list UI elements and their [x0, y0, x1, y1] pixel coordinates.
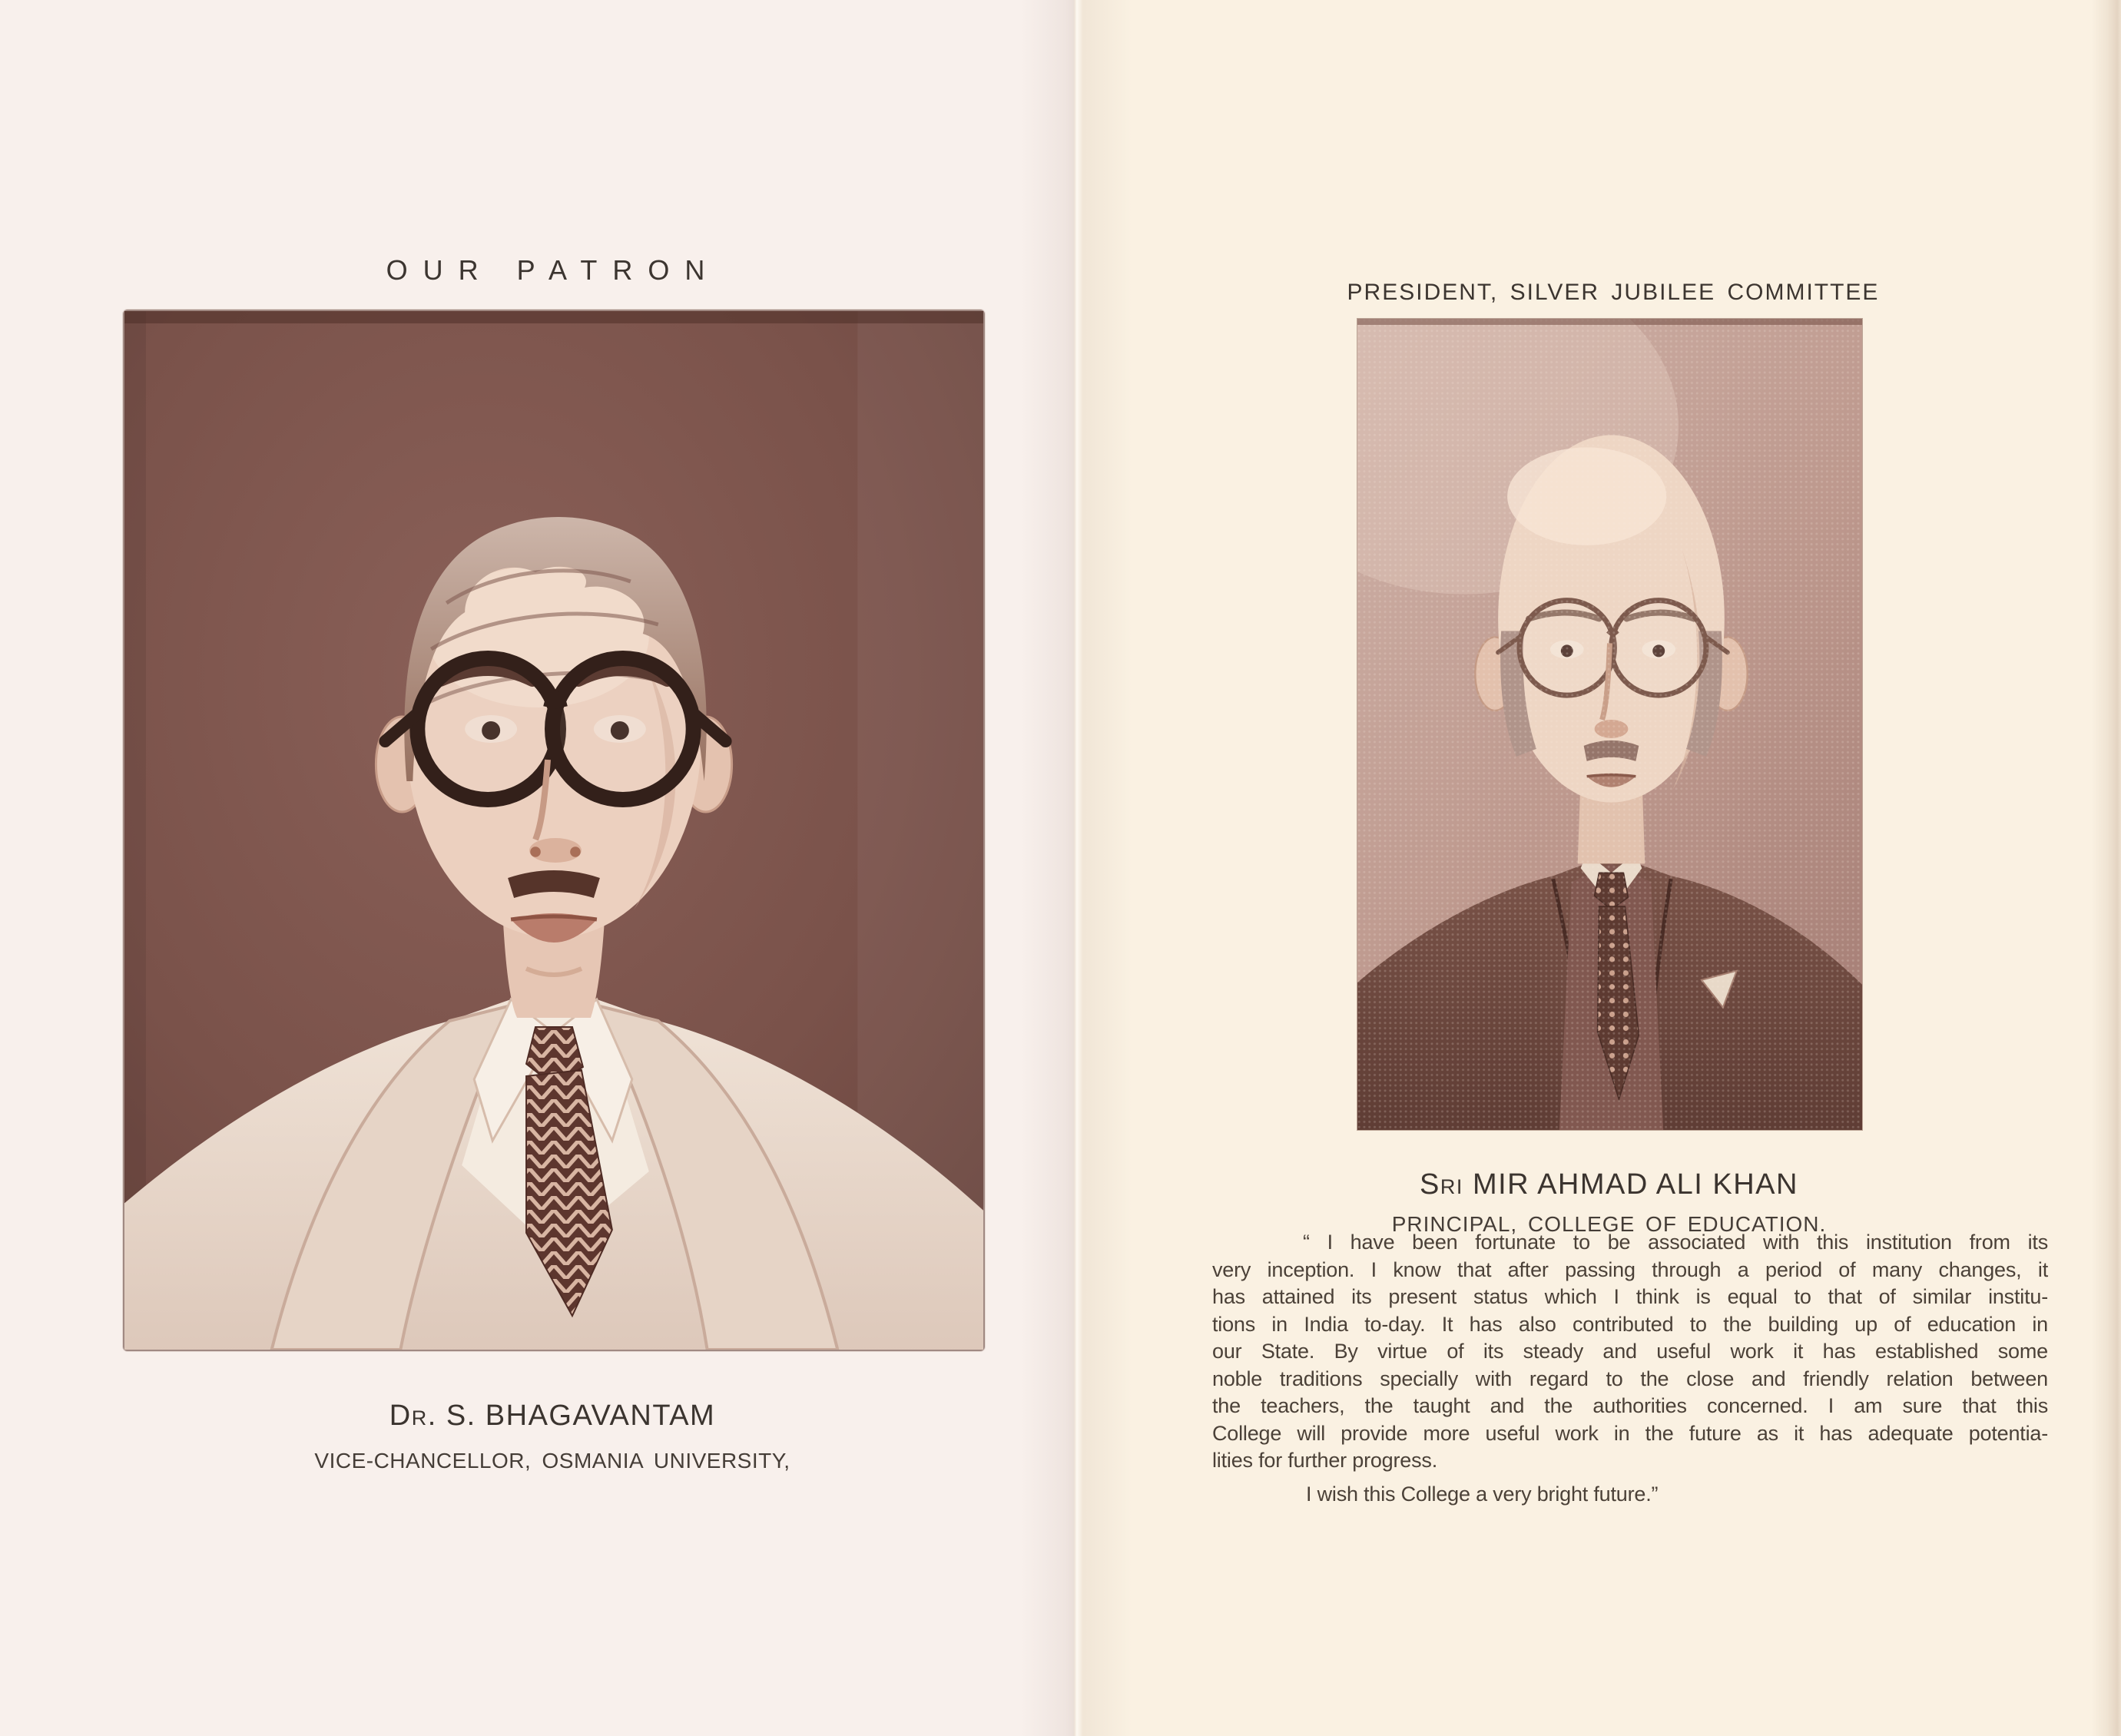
quote-line: noble traditions specially with regard to the close and friendly relation between	[1212, 1367, 2048, 1390]
quote-paragraph	[1212, 1229, 2048, 1475]
quote-line: tions in India to-day. It has also contributed to the building up of education in	[1212, 1312, 2048, 1336]
quote-line: lities for further progress.	[1212, 1449, 1438, 1472]
caption-title-ali-khan: PRINCIPAL, COLLEGE OF EDUCATION.	[1391, 1212, 1827, 1236]
quote-line: the teachers, the taught and the authorities concerned. I am sure that this	[1212, 1394, 2048, 1417]
caption-title-bhagavantam: VICE-CHANCELLOR, OSMANIA UNIVERSITY,	[314, 1449, 790, 1473]
quote-line: College will provide more useful work in the future as it has adequate potentia-	[1212, 1421, 2048, 1445]
portrait-photo-ali-khan	[1357, 318, 1863, 1131]
quote-line: “ I have been fortunate to be associated with this institution from its	[1303, 1231, 2048, 1254]
left-page-heading: OUR PATRON	[386, 254, 721, 286]
portrait-illustration-left	[124, 311, 983, 1350]
caption-name-ali-khan: Sri MIR AHMAD ALI KHAN	[1420, 1168, 1798, 1201]
right-page-heading: PRESIDENT, SILVER JUBILEE COMMITTEE	[1347, 280, 1880, 305]
caption-name-bhagavantam: Dr. S. BHAGAVANTAM	[389, 1400, 716, 1432]
quote-line: our State. By virtue of its steady and useful work it has established some	[1212, 1340, 2048, 1363]
quote-line: very inception. I know that after passing through a period of many changes, it	[1212, 1257, 2048, 1281]
quote-closing-line: I wish this College a very bright future.”	[1306, 1483, 1659, 1506]
quote-line: has attained its present status which I think is equal to that of similar institu-	[1212, 1285, 2048, 1308]
portrait-photo-bhagavantam	[123, 310, 985, 1351]
portrait-illustration-right	[1357, 319, 1862, 1130]
